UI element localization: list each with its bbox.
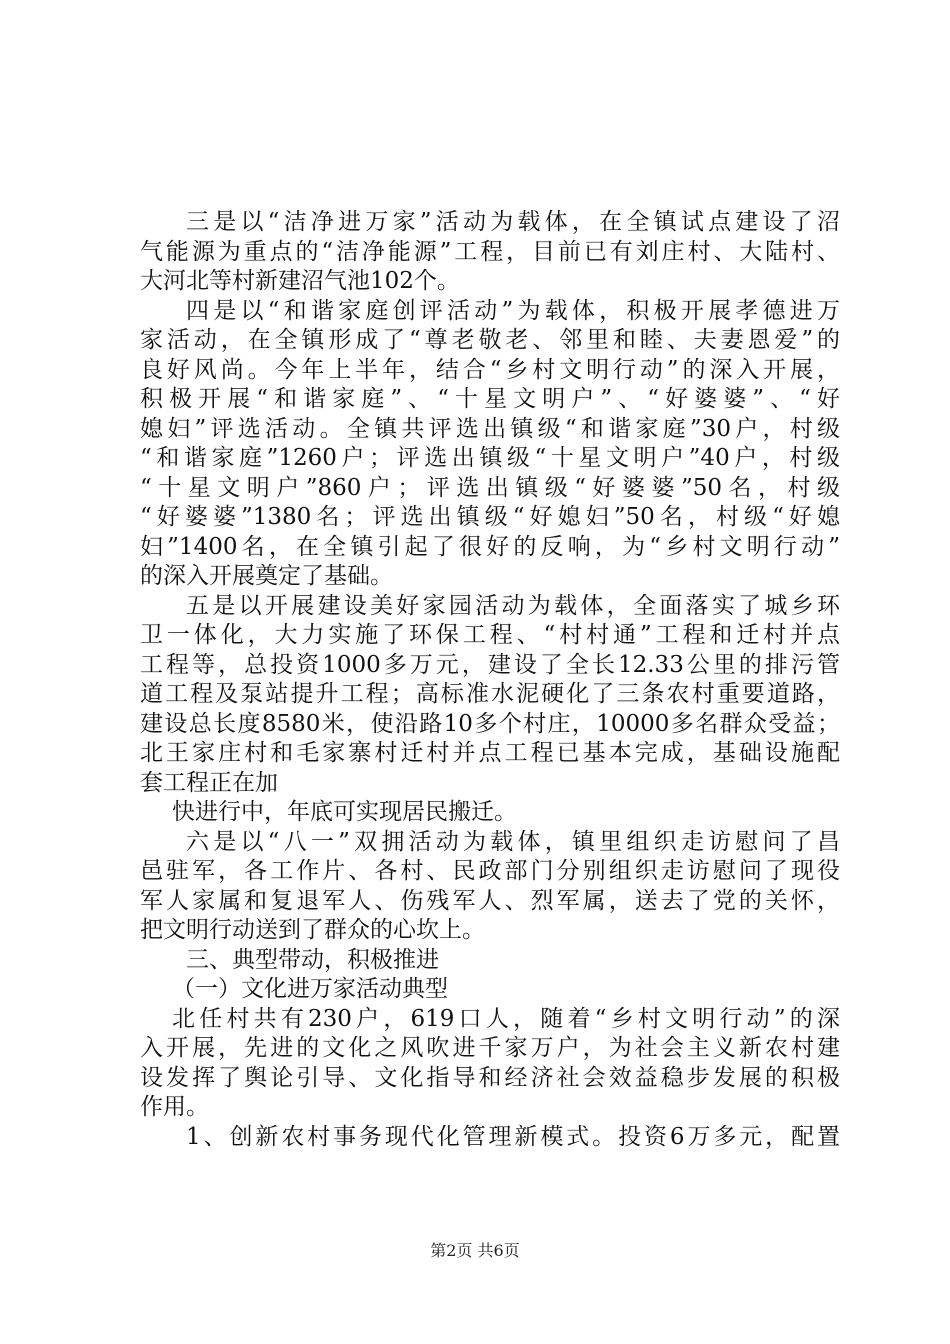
paragraph-line: 北王家庄村和毛家寨村迁村并点工程已基本完成，基础设施配 (140, 740, 840, 766)
paragraph-line: “好婆婆”1380名；评选出镇级“好媳妇”50名，村级“好媳 (140, 504, 840, 530)
paragraph-line: 气能源为重点的“洁净能源”工程，目前已有刘庄村、大陆村、 (140, 238, 840, 265)
paragraph-line: 邑驻军，各工作片、各村、民政部门分别组织走访慰问了现役 (140, 858, 840, 884)
page-footer: 第2页 共6页 (430, 1241, 520, 1260)
paragraph-line: 卫一体化，大力实施了环保工程、“村村通”工程和迁村并点 (140, 622, 840, 648)
paragraph-line: “十星文明户”860户；评选出镇级“好婆婆”50名，村级 (140, 474, 840, 501)
paragraph-line: 作用。 (140, 1094, 209, 1120)
paragraph-line: 把文明行动送到了群众的心坎上。 (140, 917, 485, 943)
paragraph-line: 工程等，总投资1000多万元，建设了全长12.33公里的排污管 (140, 651, 840, 678)
paragraph-line: “和谐家庭”1260户；评选出镇级“十星文明户”40户，村级 (140, 445, 840, 471)
section-heading: 三、典型带动，积极推进 (186, 946, 439, 973)
paragraph-line: 北任村共有230户，619口人，随着“乡村文明行动”的深 (172, 1005, 840, 1032)
paragraph-line: 积极开展“和谐家庭”、“十星文明户”、“好婆婆”、“好 (140, 386, 840, 412)
paragraph-line: 设发挥了舆论引导、文化指导和经济社会效益稳步发展的积极 (140, 1064, 840, 1091)
paragraph-line: 三是以“洁净进万家”活动为载体，在全镇试点建设了沼 (186, 209, 840, 235)
paragraph-line: 入开展，先进的文化之风吹进千家万户，为社会主义新农村建 (140, 1035, 840, 1061)
paragraph-line: 快进行中，年底可实现居民搬迁。 (172, 799, 517, 825)
body-text (140, 208, 840, 1152)
paragraph-line: 军人家属和复退军人、伤残军人、烈军属，送去了党的关怀， (140, 887, 840, 914)
paragraph-line: 良好风尚。今年上半年，结合“乡村文明行动”的深入开展， (140, 356, 840, 383)
paragraph-line: 妇”1400名，在全镇引起了很好的反响，为“乡村文明行动” (140, 533, 840, 560)
paragraph-line: 五是以开展建设美好家园活动为载体，全面落实了城乡环 (186, 592, 840, 619)
paragraph-line: 的深入开展奠定了基础。 (140, 563, 393, 589)
paragraph-line: 大河北等村新建沼气池102个。 (140, 268, 460, 294)
paragraph-line: 四是以“和谐家庭创评活动”为载体，积极开展孝德进万 (186, 297, 840, 324)
paragraph-line: 道工程及泵站提升工程；高标准水泥硬化了三条农村重要道路， (140, 681, 840, 707)
paragraph-line: 媳妇”评选活动。全镇共评选出镇级“和谐家庭”30户，村级 (140, 415, 840, 442)
subsection-heading: （一）文化进万家活动典型 (172, 976, 448, 1002)
paragraph-line: 六是以“八一”双拥活动为载体，镇里组织走访慰问了昌 (186, 828, 840, 855)
paragraph-line: 建设总长度8580米，使沿路10多个村庄，10000多名群众受益； (140, 710, 840, 737)
paragraph-line: 套工程正在加 (140, 769, 278, 796)
paragraph-line: 家活动，在全镇形成了“尊老敬老、邻里和睦、夫妻恩爱”的 (140, 327, 840, 353)
paragraph-line: 1、创新农村事务现代化管理新模式。投资6万多元，配置 (186, 1123, 840, 1150)
